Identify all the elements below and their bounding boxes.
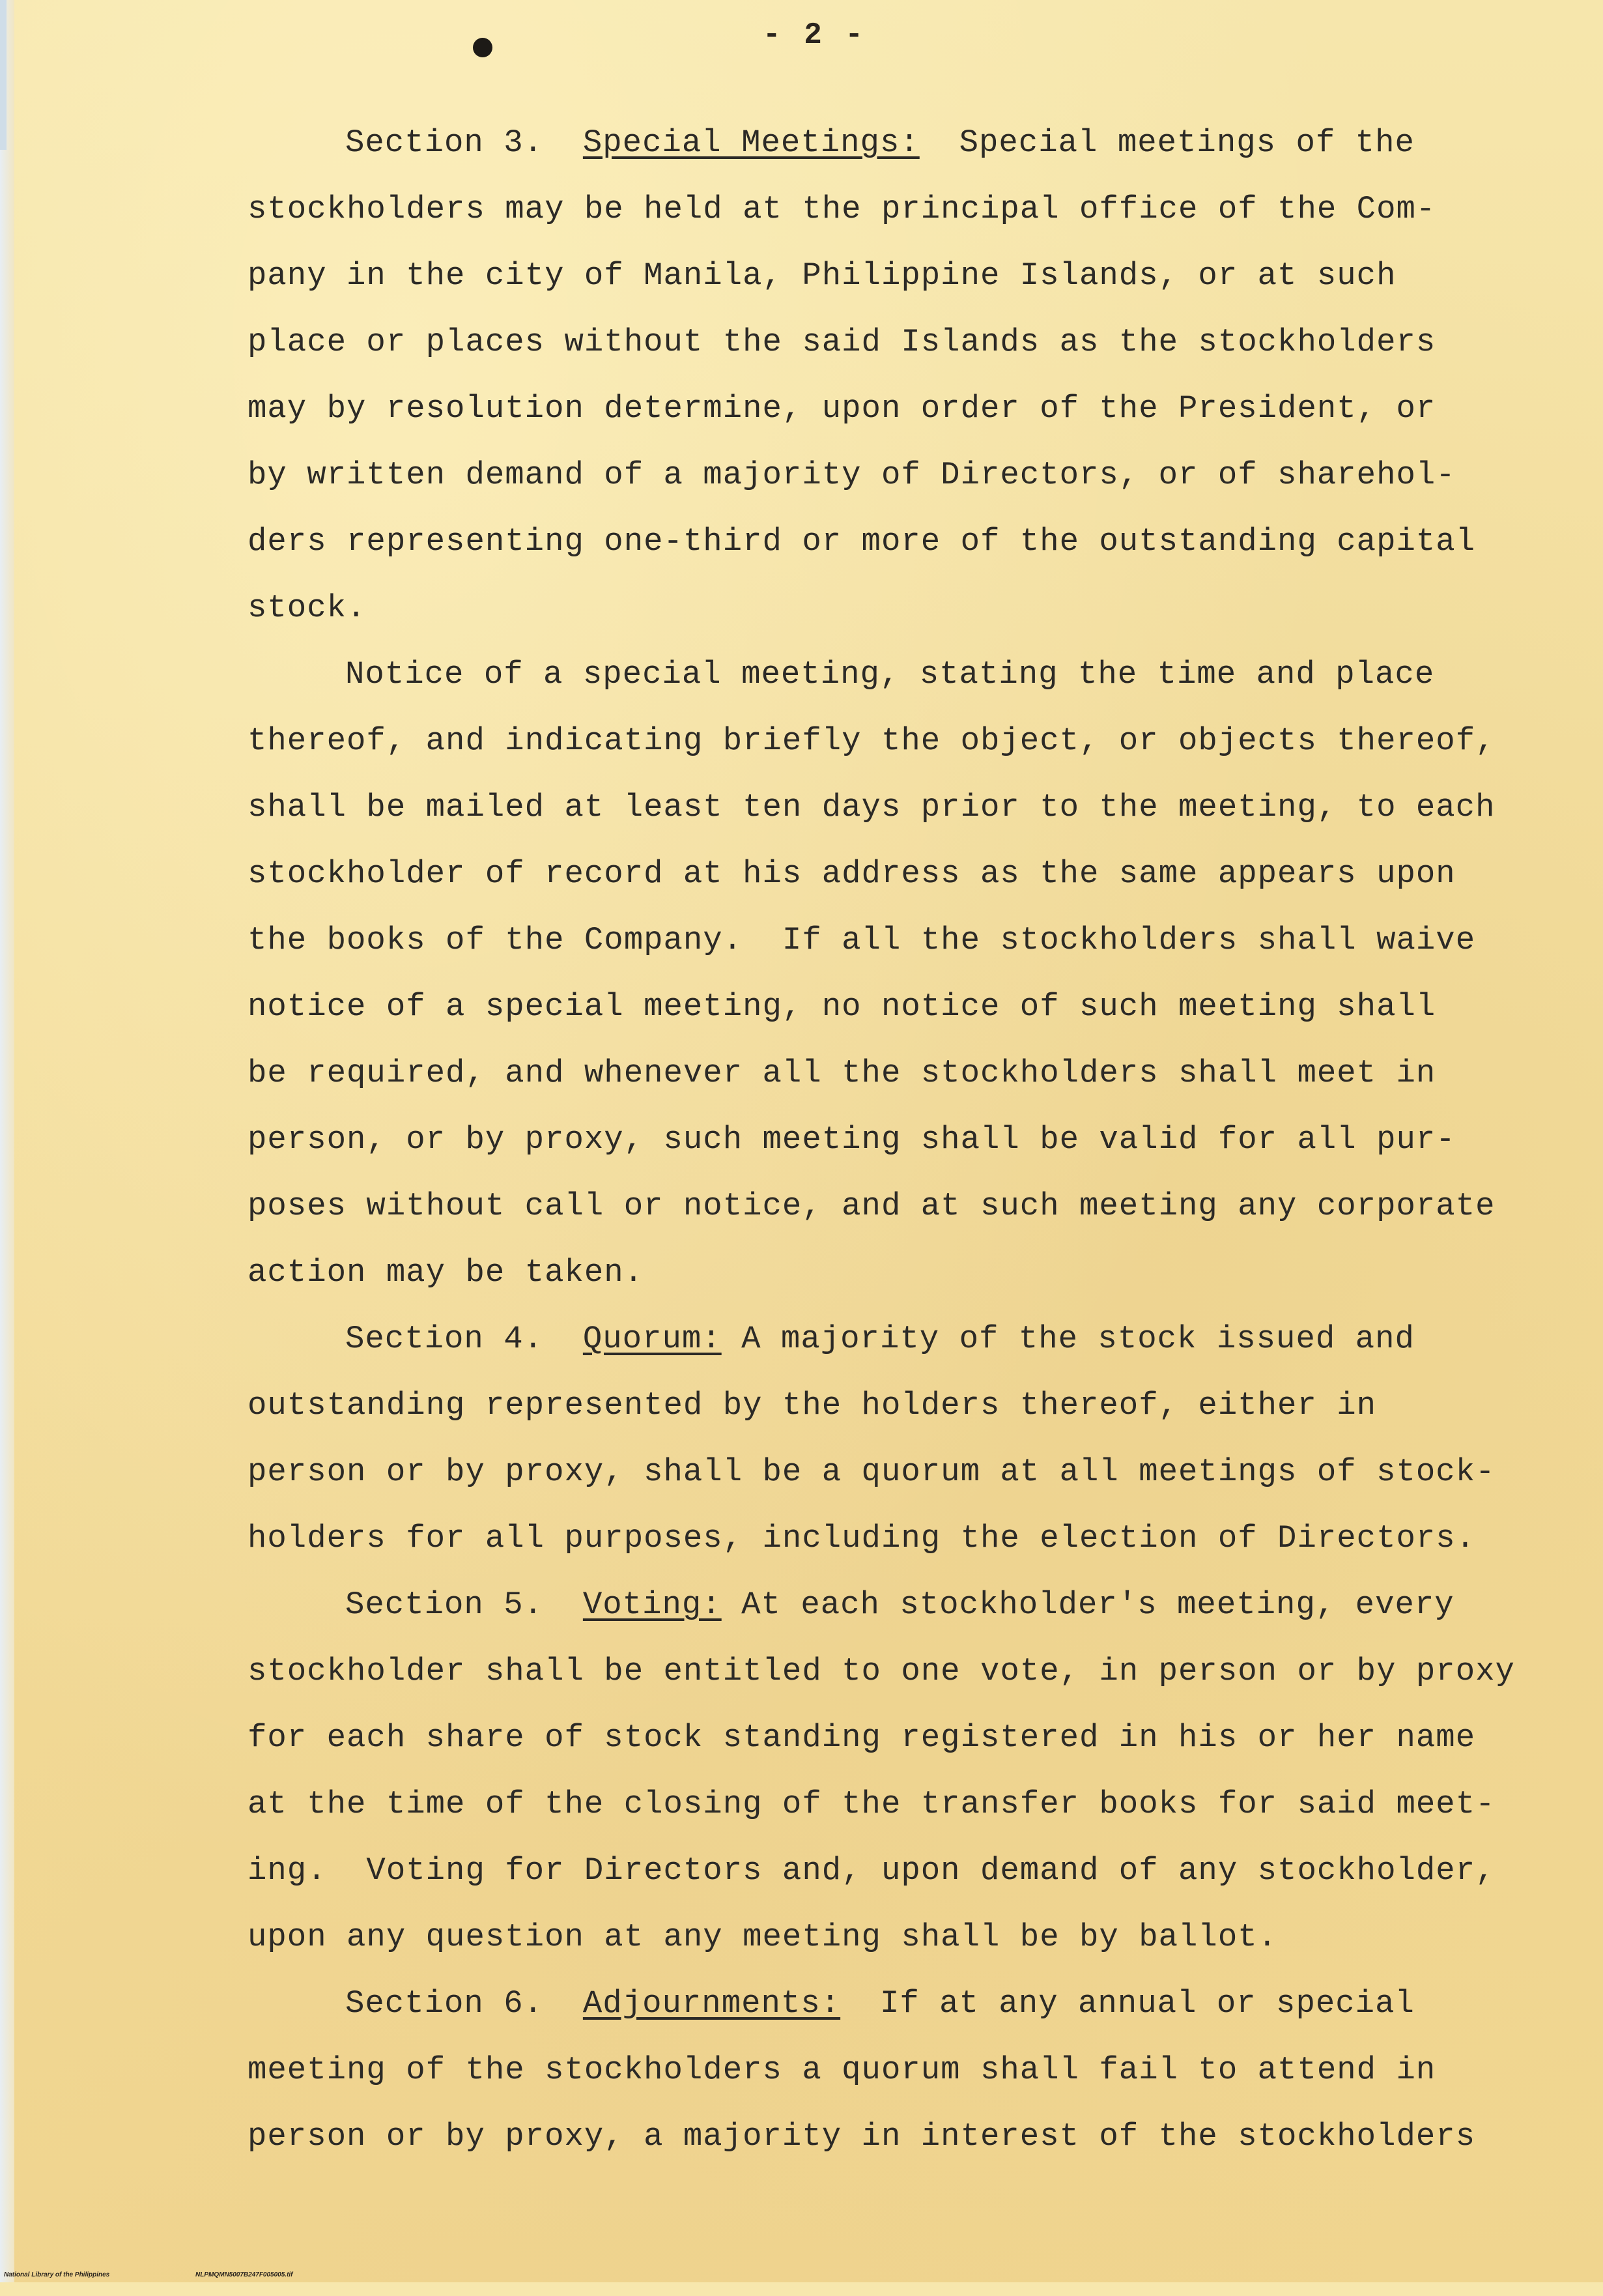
footer-file-id: NLPMQMN5007B247F005005.tif <box>195 2271 293 2278</box>
section-3-first-line <box>248 109 1537 176</box>
page-left-edge <box>0 0 14 2282</box>
section-6-line: meeting of the stockholders a quorum shall fail to attend in <box>248 2052 1436 2088</box>
section-4-label: Section 4. <box>345 1321 544 1357</box>
notice-paragraph-line: stockholder of record at his address as the same appears upon <box>248 855 1456 892</box>
notice-paragraph-line: thereof, and indicating briefly the object, or objects thereof, <box>248 723 1496 759</box>
page-left-edge-tab <box>0 0 7 150</box>
section-5-heading: Voting: <box>582 1586 722 1623</box>
section-5-line: at the time of the closing of the transfer books for said meet- <box>248 1786 1496 1822</box>
section-3-heading: Special Meetings: <box>582 124 920 161</box>
section-6-first-line <box>248 1970 1537 2037</box>
section-4-line: outstanding represented by the holders thereof, either in <box>248 1387 1377 1424</box>
scan-footer <box>0 2267 1603 2280</box>
section-4-line: person or by proxy, shall be a quorum at all meetings of stock- <box>248 1454 1496 1490</box>
notice-paragraph-line: the books of the Company. If all the stockholders shall waive <box>248 922 1476 958</box>
section-6-heading: Adjournments: <box>582 1985 841 2022</box>
page-number: - 2 - <box>762 18 866 52</box>
section-3-line: by written demand of a majority of Directors, or of sharehol- <box>248 457 1456 493</box>
section-5-first-line <box>248 1571 1537 1638</box>
section-5-first-line-text: At each stockholder's meeting, every <box>741 1586 1454 1623</box>
section-5-line: ing. Voting for Directors and, upon demand of any stockholder, <box>248 1852 1496 1889</box>
document-body <box>248 109 1537 2170</box>
section-3-first-line-text: Special meetings of the <box>959 124 1415 161</box>
footer-library-name: National Library of the Philippines <box>4 2271 110 2278</box>
section-3-line: stock. <box>248 590 367 626</box>
notice-paragraph-line: notice of a special meeting, no notice of such meeting shall <box>248 988 1436 1025</box>
section-3-line: pany in the city of Manila, Philippine Islands, or at such <box>248 257 1397 294</box>
notice-paragraph-first-line: Notice of a special meeting, stating the time and place <box>345 656 1435 693</box>
section-3-line: may by resolution determine, upon order of the President, or <box>248 390 1436 427</box>
section-3-line: place or places without the said Islands as the stockholders <box>248 324 1436 360</box>
notice-paragraph-line: shall be mailed at least ten days prior to the meeting, to each <box>248 789 1496 825</box>
section-3-label: Section 3. <box>345 124 544 161</box>
section-5-line: upon any question at any meeting shall be by ballot. <box>248 1919 1278 1955</box>
section-5-line: for each share of stock standing registered in his or her name <box>248 1719 1476 1756</box>
section-4-first-line-text: A majority of the stock issued and <box>741 1321 1415 1357</box>
section-6-label: Section 6. <box>345 1985 544 2022</box>
section-4-first-line <box>248 1306 1537 1372</box>
punch-hole <box>473 38 492 57</box>
notice-paragraph-line: be required, and whenever all the stockholders shall meet in <box>248 1055 1436 1091</box>
notice-paragraph-line: action may be taken. <box>248 1254 644 1291</box>
section-3-line: ders representing one-third or more of the outstanding capital <box>248 523 1476 560</box>
section-3-line: stockholders may be held at the principal office of the Com- <box>248 191 1436 227</box>
section-4-line: holders for all purposes, including the election of Directors. <box>248 1520 1476 1557</box>
section-5-label: Section 5. <box>345 1586 544 1623</box>
notice-paragraph-line: person, or by proxy, such meeting shall be valid for all pur- <box>248 1121 1456 1158</box>
notice-paragraph-line: poses without call or notice, and at such meeting any corporate <box>248 1188 1496 1224</box>
section-5-line: stockholder shall be entitled to one vote, in person or by proxy <box>248 1653 1515 1689</box>
section-6-first-line-text: If at any annual or special <box>879 1985 1415 2022</box>
section-6-line: person or by proxy, a majority in interest of the stockholders <box>248 2118 1476 2155</box>
section-4-heading: Quorum: <box>582 1321 722 1357</box>
